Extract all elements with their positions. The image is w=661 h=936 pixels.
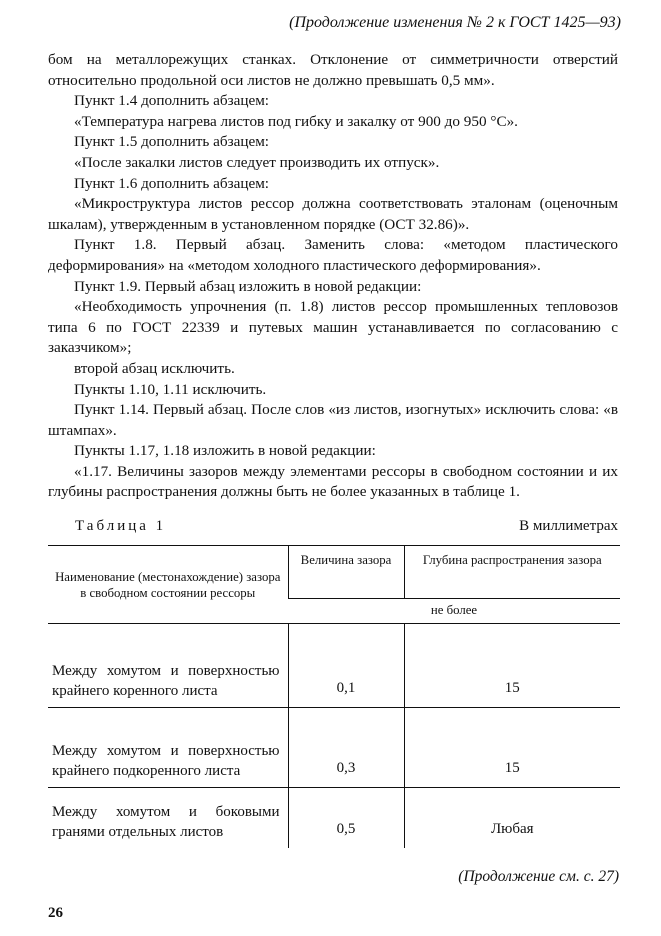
paragraph: второй абзац исключить. (74, 359, 235, 377)
row-name: Между хомутом и поверхностью крайнего подкоренного листа (48, 708, 288, 788)
table-row (48, 788, 620, 848)
paragraph: бом на металлорежущих станках. Отклонение от симметричности отверстий относительно продольной оси листов не должно превышать 0,5 мм». (48, 51, 618, 89)
col-header-depth: Глубина распространения зазора (404, 546, 620, 599)
col-header-gap: Величина зазора (288, 546, 404, 599)
row-name: Между хомутом и поверхностью крайнего коренного листа (48, 624, 288, 708)
paragraph: «Температура нагрева листов под гибку и закалку от 900 до 950 °С». (74, 112, 518, 130)
paragraph: «Микроструктура листов рессор должна соответствовать эталонам (оценочным шкалам), утвержденным в установленном порядке (ОСТ 32.86)». (48, 195, 618, 233)
page-number: 26 (48, 905, 63, 921)
paragraph: Пункт 1.8. Первый абзац. Заменить слова: «методом пластического деформирования» на «методом холодного пластического деформирования». (48, 236, 618, 274)
paragraph: Пункт 1.9. Первый абзац изложить в новой редакции: (74, 277, 422, 295)
continuation-note: (Продолжение см. с. 27) (458, 868, 619, 885)
row-depth: Любая (404, 788, 620, 848)
row-gap: 0,1 (288, 624, 404, 708)
table-unit: В миллиметрах (519, 518, 618, 534)
paragraph: Пункт 1.14. Первый абзац. После слов «из листов, изогнутых» исключить слова: «в штампах». (48, 401, 618, 439)
table-row (48, 624, 620, 708)
table-caption: Таблица 1 (75, 518, 167, 534)
gap-table (48, 545, 620, 848)
paragraph: Пункт 1.4 дополнить абзацем: (74, 92, 270, 110)
row-gap: 0,5 (288, 788, 404, 848)
row-depth: 15 (404, 624, 620, 708)
paragraph: Пункты 1.17, 1.18 изложить в новой редакции: (74, 442, 376, 460)
row-gap: 0,3 (288, 708, 404, 788)
row-depth: 15 (404, 708, 620, 788)
running-header: (Продолжение изменения № 2 к ГОСТ 1425—93) (289, 14, 621, 31)
paragraph: «1.17. Величины зазоров между элементами рессоры в свободном состоянии и их глубины распространения должны быть не более указанных в таблице 1. (48, 462, 618, 501)
subheader-not-more: не более (288, 599, 620, 624)
body-text (48, 50, 618, 503)
paragraph: «Необходимость упрочнения (п. 1.8) листов рессор промышленных тепловозов типа 6 по ГОСТ 22339 и путевых машин устанавливается по согласованию с заказчиком»; (48, 298, 618, 357)
table-row (48, 708, 620, 788)
col-header-name: Наименование (местонахождение) зазора в свободном состоянии рессоры (48, 546, 288, 624)
paragraph: «После закалки листов следует производить их отпуск». (74, 153, 440, 171)
row-name: Между хомутом и боковыми гранями отдельных листов (48, 788, 288, 848)
paragraph: Пункт 1.6 дополнить абзацем: (74, 174, 270, 192)
table-header-row (48, 546, 620, 599)
paragraph: Пункты 1.10, 1.11 исключить. (74, 380, 267, 398)
paragraph: Пункт 1.5 дополнить абзацем: (74, 133, 270, 151)
